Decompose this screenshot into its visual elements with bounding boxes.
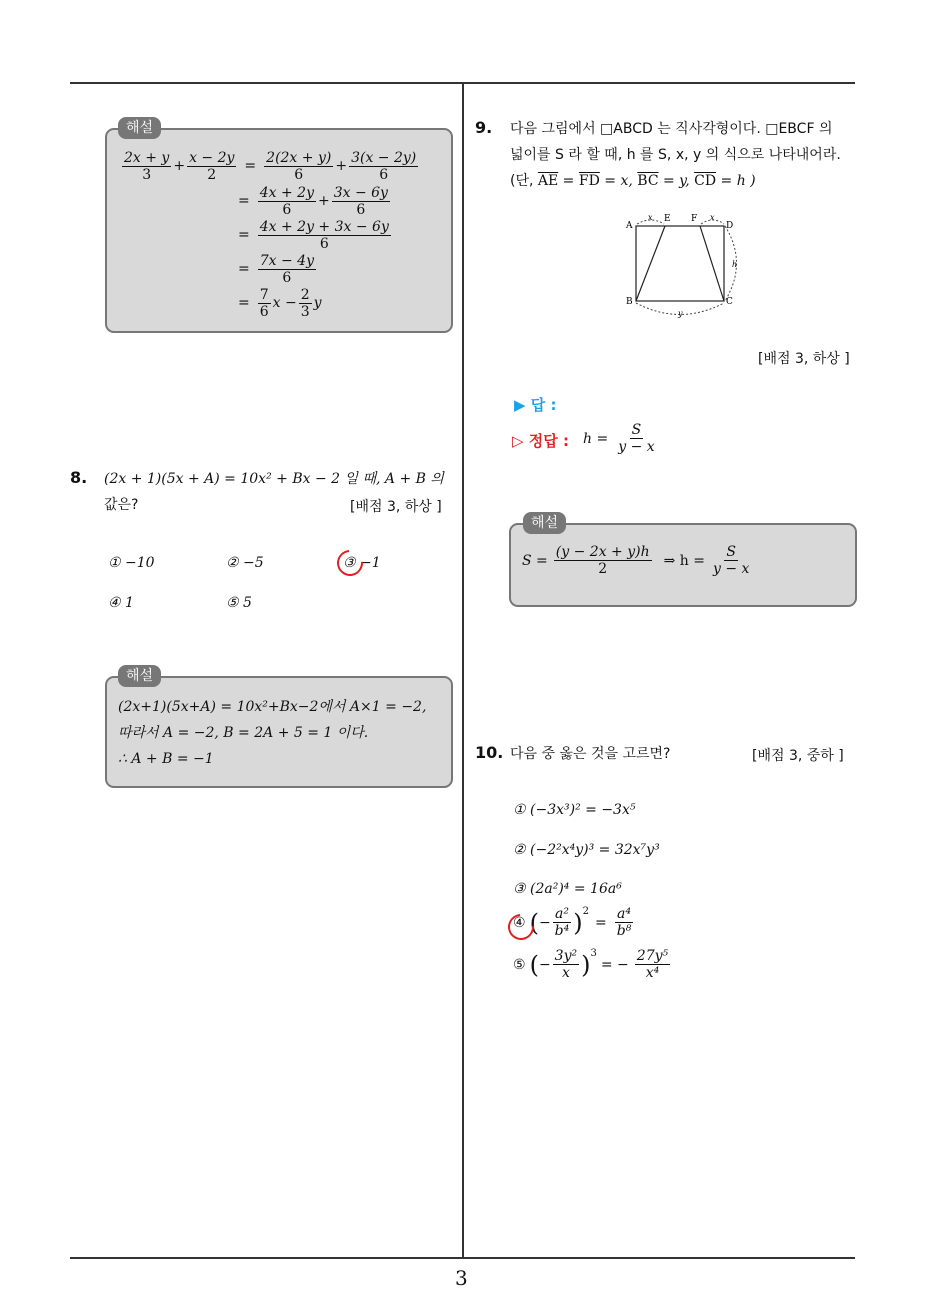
- q9-figure: [620, 208, 750, 320]
- q8-solution-line-3: ∴ A + B = −1: [118, 751, 214, 767]
- q8-text-2: 값은?: [104, 497, 139, 513]
- rect-abcd: [636, 226, 724, 301]
- q10-meta: [배점 3, 중하 ]: [752, 748, 844, 764]
- segment-eb: [636, 226, 665, 301]
- q7-solution-math: [120, 148, 450, 320]
- label-a: A: [626, 221, 633, 231]
- q8-choice-5[interactable]: ⑤ 5: [226, 595, 252, 611]
- q8-solution-tag: 해설: [118, 665, 161, 687]
- q8-text-1: (2x + 1)(5x + A) = 10x² + Bx − 2 일 때, A + B 의: [104, 471, 444, 487]
- q10-choice-2[interactable]: ② (−2²x⁴y)³ = 32x⁷y³: [513, 842, 660, 858]
- q9-answer-label[interactable]: ▶ 답 :: [514, 396, 557, 414]
- q9-solution-tag: 해설: [523, 512, 566, 534]
- q7-line-3: = $\frac{7x - 4y}{6}$: [238, 252, 314, 286]
- q10-choice-4[interactable]: ④ ( − $\frac{\text{a²}}{\text{b⁴}}$ ) $^2$ = $\frac{\text{a⁴}}{\text{b⁸}}$: [513, 906, 632, 939]
- q9-correct-label: ▷ 정답 :: [512, 432, 569, 450]
- q8-number: 8.: [70, 468, 88, 487]
- label-h: h: [732, 260, 738, 269]
- q8-choice-1[interactable]: ① −10: [108, 555, 155, 571]
- q9-meta: [배점 3, 하상 ]: [758, 351, 850, 367]
- q9-text-2: 넓이를 S 라 할 때, h 를 S, x, y 의 식으로 나타내어라.: [510, 147, 841, 163]
- q9-correct-answer: h = $\frac{S}{y - x}$: [583, 422, 655, 455]
- q9-text-1: 다음 그림에서 □ABCD 는 직사각형이다. □EBCF 의: [510, 121, 833, 137]
- bottom-rule: [70, 1257, 855, 1259]
- q10-choice-1[interactable]: ① (−3x³)² = −3x⁵: [513, 802, 636, 818]
- q8-solution-line-1: (2x+1)(5x+A) = 10x²+Bx−2에서 A×1 = −2,: [118, 699, 427, 715]
- q8-answer-mark: [332, 545, 369, 582]
- q10-number: 10.: [475, 743, 504, 762]
- q7-line-4: = $\frac{7}{6}$ x − $\frac{2}{3}$ y: [238, 286, 322, 320]
- page-number: 3: [455, 1266, 468, 1290]
- column-divider: [462, 84, 464, 1258]
- q8-choice-2[interactable]: ② −5: [226, 555, 264, 571]
- q10-choice-5[interactable]: ⑤ ( − $\frac{\text{3y²}}{x}$ ) $^3$ = − $\frac{\text{27y⁵}}{\text{x⁴}}$: [513, 948, 669, 981]
- label-c: C: [726, 297, 733, 307]
- segment-fc: [700, 226, 724, 301]
- q8-solution-line-2: 따라서 A = −2, B = 2A + 5 = 1 이다.: [118, 725, 369, 741]
- q9-text-3: (단, $\overline{AE} = \overline{FD} = x$, $\overline{BC} = y$, $\overline{CD} = h$ ): [510, 173, 756, 189]
- label-e: E: [664, 214, 671, 224]
- q7-line-1: = $\frac{4x + 2y}{6}$ + $\frac{3x - 6y}{6}$: [238, 184, 388, 218]
- q9-number: 9.: [475, 118, 493, 137]
- label-b: B: [626, 297, 633, 307]
- q8-choice-3[interactable]: ③ −1: [343, 555, 381, 571]
- label-y: y: [678, 309, 683, 318]
- label-f: F: [691, 214, 698, 224]
- q10-text: 다음 중 옳은 것을 고르면?: [510, 746, 671, 762]
- q7-line-2: = $\frac{4x + 2y + 3x - 6y}{6}$: [238, 218, 389, 252]
- label-x2: x: [710, 213, 715, 222]
- q7-line-0: $\frac{2x + y}{3}$ + $\frac{x - 2y}{2}$ = $\frac{2(2x + y)}{6}$ + $\frac{3(x - 2y)}{6}$: [124, 149, 417, 183]
- label-d: D: [726, 221, 734, 231]
- q7-solution-tag: 해설: [118, 117, 161, 139]
- q8-meta: [배점 3, 하상 ]: [350, 499, 442, 515]
- label-x1: x: [648, 213, 653, 222]
- q10-choice-3[interactable]: ③ (2a²)⁴ = 16a⁶: [513, 881, 622, 897]
- q9-solution-math: S = $\frac{(y - 2x + y)h}{2}$ ⇒ h = $\frac{S}{y - x}$: [522, 544, 750, 577]
- q8-choice-4[interactable]: ④ 1: [108, 595, 134, 611]
